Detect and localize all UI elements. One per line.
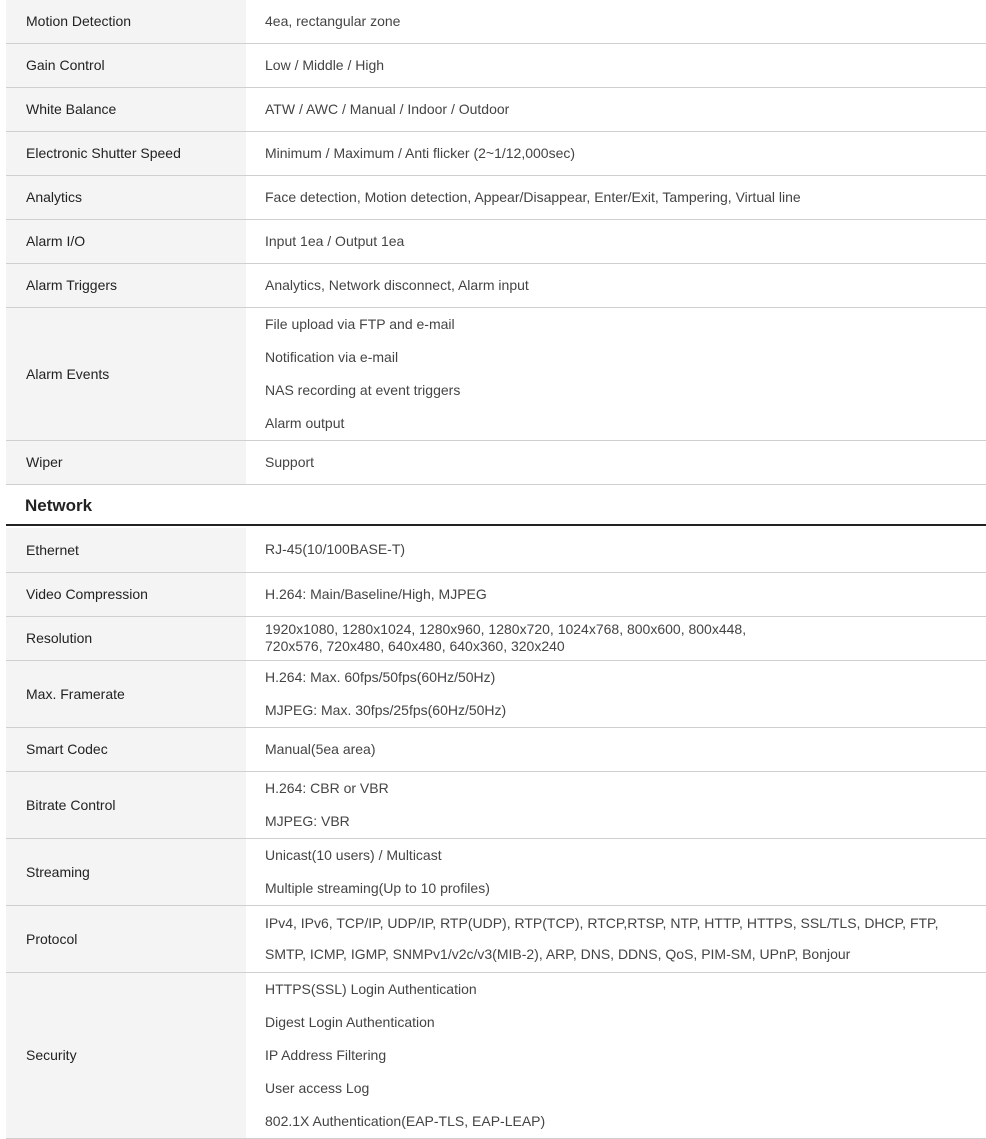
spec-label: Analytics: [6, 175, 246, 219]
spec-value: [246, 616, 986, 660]
spec-label: Wiper: [6, 440, 246, 484]
spec-label: Max. Framerate: [6, 660, 246, 727]
spec-value-line: Manual(5ea area): [265, 740, 376, 757]
table-row-gain-control: [6, 43, 986, 87]
spec-value: [246, 838, 986, 905]
spec-value-line: SMTP, ICMP, IGMP, SNMPv1/v2c/v3(MIB-2), ARP, DNS, DDNS, QoS, PIM-SM, UPnP, Bonjour: [265, 945, 851, 962]
spec-value-line: Alarm output: [265, 414, 345, 431]
table-row-resolution: [6, 616, 986, 660]
spec-value-line: H.264: Max. 60fps/50fps(60Hz/50Hz): [265, 668, 496, 685]
spec-label: White Balance: [6, 87, 246, 131]
spec-value-line: IPv4, IPv6, TCP/IP, UDP/IP, RTP(UDP), RTP(TCP), RTCP,RTSP, NTP, HTTP, HTTPS, SSL/TLS, DHCP, FTP,: [265, 914, 939, 931]
spec-value: [246, 972, 986, 1138]
spec-value-line: Input 1ea / Output 1ea: [265, 232, 405, 249]
spec-value: [246, 528, 986, 572]
spec-value-line: RJ-45(10/100BASE-T): [265, 541, 406, 558]
spec-value: [246, 175, 986, 219]
spec-value: [246, 727, 986, 771]
table-row-protocol: [6, 905, 986, 972]
table-row-alarm-i-o: [6, 219, 986, 263]
spec-value: [246, 87, 986, 131]
spec-label: Gain Control: [6, 43, 246, 87]
spec-value: [246, 0, 986, 43]
table-row-smart-codec: [6, 727, 986, 771]
spec-value: [246, 572, 986, 616]
table-row-ethernet: [6, 528, 986, 572]
table-row-analytics: [6, 175, 986, 219]
table-row-streaming: [6, 838, 986, 905]
table-row-electronic-shutter-speed: [6, 131, 986, 175]
spec-value-line: H.264: CBR or VBR: [265, 779, 389, 796]
spec-value-line: MJPEG: Max. 30fps/25fps(60Hz/50Hz): [265, 701, 507, 718]
spec-value-line: User access Log: [265, 1079, 370, 1096]
spec-value: [246, 219, 986, 263]
spec-label: Alarm Triggers: [6, 263, 246, 307]
spec-value: [246, 43, 986, 87]
spec-value-line: NAS recording at event triggers: [265, 381, 461, 398]
spec-value-line: IP Address Filtering: [265, 1046, 387, 1063]
spec-value-line: Multiple streaming(Up to 10 profiles): [265, 879, 490, 896]
spec-value: [246, 440, 986, 484]
spec-value: [246, 660, 986, 727]
spec-label: Ethernet: [6, 528, 246, 572]
spec-table-network: [6, 528, 986, 1139]
table-row-motion-detection: [6, 0, 986, 43]
spec-value-line: Minimum / Maximum / Anti flicker (2~1/12,000sec): [265, 144, 576, 161]
spec-value: [246, 307, 986, 440]
table-row-alarm-triggers: [6, 263, 986, 307]
spec-label: Alarm Events: [6, 307, 246, 440]
spec-value-line: 1920x1080, 1280x1024, 1280x960, 1280x720, 1024x768, 800x600, 800x448,: [265, 621, 747, 637]
spec-value-line: ATW / AWC / Manual / Indoor / Outdoor: [265, 100, 510, 117]
table-row-video-compression: [6, 572, 986, 616]
spec-value-line: 4ea, rectangular zone: [265, 12, 401, 29]
spec-value: [246, 263, 986, 307]
spec-label: Motion Detection: [6, 0, 246, 43]
spec-value-line: Low / Middle / High: [265, 56, 385, 73]
table-row-bitrate-control: [6, 771, 986, 838]
spec-label: Video Compression: [6, 572, 246, 616]
spec-label: Electronic Shutter Speed: [6, 131, 246, 175]
spec-value-line: HTTPS(SSL) Login Authentication: [265, 980, 477, 997]
spec-value: [246, 771, 986, 838]
section-title: Network: [25, 496, 93, 515]
table-row-max-framerate: [6, 660, 986, 727]
spec-label: Protocol: [6, 905, 246, 972]
spec-value-line: H.264: Main/Baseline/High, MJPEG: [265, 585, 487, 602]
section-header-network: [6, 484, 986, 526]
spec-value: [246, 905, 986, 972]
spec-value-line: Support: [265, 453, 315, 470]
spec-label: Alarm I/O: [6, 219, 246, 263]
spec-label: Bitrate Control: [6, 771, 246, 838]
spec-label: Streaming: [6, 838, 246, 905]
spec-value-line: Analytics, Network disconnect, Alarm input: [265, 276, 529, 293]
spec-value-line: 720x576, 720x480, 640x480, 640x360, 320x240: [265, 638, 565, 654]
spec-value-line: Unicast(10 users) / Multicast: [265, 846, 442, 863]
spec-value-line: Notification via e-mail: [265, 348, 399, 365]
spec-table-general: [6, 0, 986, 485]
spec-value: [246, 131, 986, 175]
table-row-alarm-events: [6, 307, 986, 440]
spec-value-line: Face detection, Motion detection, Appear/Disappear, Enter/Exit, Tampering, Virtual line: [265, 188, 801, 205]
spec-value-line: MJPEG: VBR: [265, 812, 350, 829]
table-row-security: [6, 972, 986, 1138]
spec-label: Smart Codec: [6, 727, 246, 771]
spec-value-line: Digest Login Authentication: [265, 1013, 435, 1030]
table-row-white-balance: [6, 87, 986, 131]
spec-label: Resolution: [6, 616, 246, 660]
spec-label: Security: [6, 972, 246, 1138]
spec-value-line: 802.1X Authentication(EAP-TLS, EAP-LEAP): [265, 1112, 546, 1129]
spec-value-line: File upload via FTP and e-mail: [265, 315, 455, 332]
table-row-wiper: [6, 440, 986, 484]
